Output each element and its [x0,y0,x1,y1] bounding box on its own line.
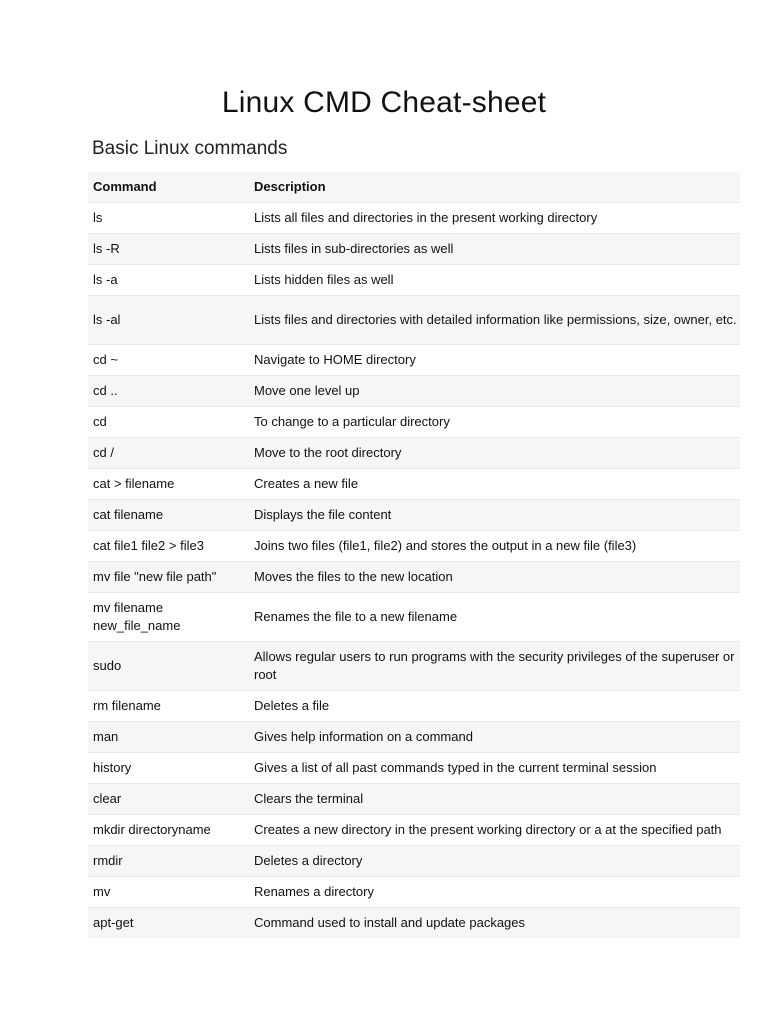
command-cell: cd / [93,445,114,460]
description-cell: Lists files and directories with detailed information like permissions, size, owner, etc. [254,312,737,327]
description-cell: Lists all files and directories in the present working directory [254,210,598,225]
table-row [88,500,740,531]
column-header-command: Command [93,179,157,194]
description-cell: Command used to install and update packages [254,915,526,930]
table-row [88,345,740,376]
command-cell: rm filename [93,698,161,713]
table-row [88,753,740,784]
description-cell: Lists hidden files as well [254,272,394,287]
command-cell: clear [93,791,122,806]
section-heading: Basic Linux commands [92,138,288,159]
page-title: Linux CMD Cheat-sheet [221,86,547,119]
command-cell: cat filename [93,507,164,522]
table-row [88,531,740,562]
table-row [88,593,740,642]
command-cell: cd .. [93,383,118,398]
table-header-row [88,172,740,203]
command-cell: ls -al [93,312,121,327]
description-cell: Clears the terminal [254,791,364,806]
command-cell: mv file "new file path" [93,569,217,584]
command-cell: ls -R [93,241,120,256]
description-cell: Gives help information on a command [254,729,473,744]
command-cell: apt-get [93,915,134,930]
description-cell: Move to the root directory [254,445,402,460]
table-row [88,234,740,265]
description-cell: Deletes a file [254,698,330,713]
table-row [88,877,740,908]
table-row [88,562,740,593]
description-cell: Renames the file to a new filename [254,609,458,624]
table-row [88,691,740,722]
table-row [88,376,740,407]
command-cell: history [93,760,132,775]
table-row [88,846,740,877]
description-cell: Creates a new file [254,476,359,491]
description-cell: To change to a particular directory [254,414,450,429]
command-cell: ls -a [93,272,118,287]
command-cell: man [93,729,119,744]
commands-table [88,172,740,938]
command-cell: sudo [93,658,122,673]
description-cell: Move one level up [254,383,360,398]
command-cell: mv [93,884,111,899]
description-cell: Joins two files (file1, file2) and stores the output in a new file (file3) [254,538,637,553]
description-cell: Creates a new directory in the present working directory or a at the specified path [254,822,722,837]
description-cell: Gives a list of all past commands typed in the current terminal session [254,760,657,775]
table-row [88,265,740,296]
table-row [88,296,740,345]
command-cell: cd [93,414,107,429]
description-cell: Renames a directory [254,884,374,899]
table-row [88,815,740,846]
table-row [88,784,740,815]
description-cell: Allows regular users to run programs with the security privileges of the superuser or root [254,649,735,682]
description-cell: Displays the file content [254,507,392,522]
table-row [88,722,740,753]
command-cell: mkdir directoryname [93,822,211,837]
command-cell: rmdir [93,853,123,868]
table-row [88,642,740,691]
command-cell: cat > filename [93,476,175,491]
table-row [88,438,740,469]
table-row [88,203,740,234]
command-cell: ls [93,210,103,225]
column-header-description: Description [254,179,326,194]
command-cell: cat file1 file2 > file3 [93,538,204,553]
description-cell: Moves the files to the new location [254,569,453,584]
command-cell: mv filename new_file_name [93,600,181,633]
description-cell: Deletes a directory [254,853,363,868]
description-cell: Lists files in sub-directories as well [254,241,454,256]
table-row [88,469,740,500]
table-row [88,407,740,438]
table-row [88,908,740,939]
description-cell: Navigate to HOME directory [254,352,416,367]
command-cell: cd ~ [93,352,118,367]
